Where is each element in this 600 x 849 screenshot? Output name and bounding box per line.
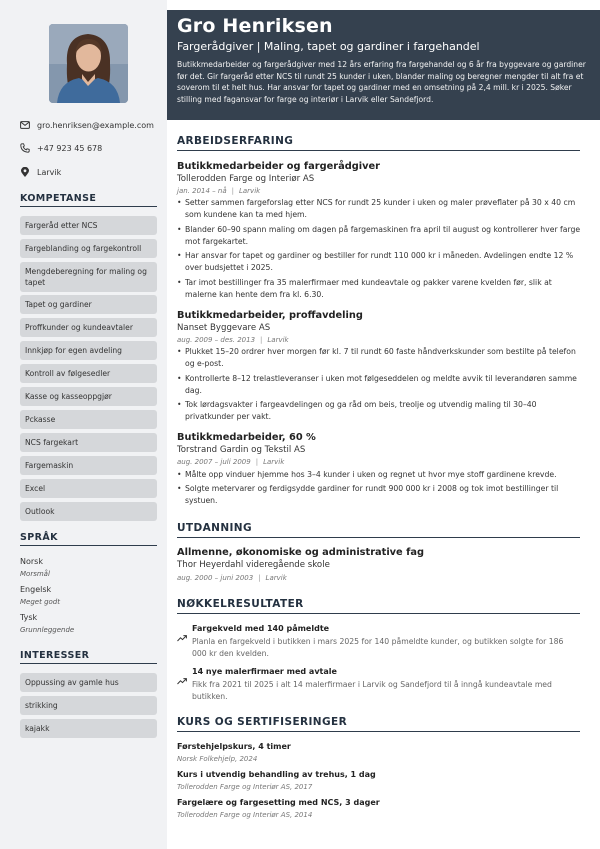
education-location: Larvik — [265, 574, 287, 582]
candidate-name: Gro Henriksen — [177, 15, 333, 37]
language-name: Engelsk — [20, 585, 52, 594]
job-meta: jan. 2014 – nå | Larvik — [177, 187, 261, 195]
email-icon — [20, 120, 30, 130]
contact-email-text: gro.henriksen@example.com — [37, 120, 154, 130]
language-level: Morsmål — [20, 570, 50, 578]
interest-tag: strikking — [20, 696, 157, 715]
interest-tag: kajakk — [20, 719, 157, 738]
experience-heading: ARBEIDSERFARING — [177, 135, 580, 151]
languages-heading: SPRÅK — [20, 532, 157, 546]
job-meta: aug. 2009 – des. 2013 | Larvik — [177, 336, 289, 344]
skill-tag: Kasse og kasseoppgjør — [20, 387, 157, 406]
skill-tag: Proffkunder og kundeavtaler — [20, 318, 157, 337]
contact-phone-text: +47 923 45 678 — [37, 143, 103, 153]
language-name: Tysk — [20, 613, 38, 622]
job-bullet: • Blander 60–90 spann maling om dagen på fargemaskinen fra april til august og kontrollerer hver farge mot fargekartet. — [177, 224, 582, 249]
job-bullet: • Tar imot bestillinger fra 35 malerfirmaer med kundeavtale og pakker varene kvelden før, slik at malerne kan hente dem fra kl. 6.30. — [177, 277, 582, 302]
job-location: Larvik — [267, 336, 289, 344]
job-dates: jan. 2014 – nå — [177, 187, 227, 195]
achievement-title: 14 nye malerfirmaer med avtale — [192, 667, 337, 676]
courses-heading: KURS OG SERTIFISERINGER — [177, 716, 580, 732]
job-bullet: • Plukket 15–20 ordrer hver morgen før kl. 7 til rundt 60 faste håndverkskunder som bestilte på telefon og e-post. — [177, 346, 582, 371]
skill-tag: Kontroll av følgesedler — [20, 364, 157, 383]
location-pin-icon — [20, 167, 30, 177]
job-dates: aug. 2009 – des. 2013 — [177, 336, 256, 344]
skill-tag: Fargemaskin — [20, 456, 157, 475]
skill-tag: Tapet og gardiner — [20, 295, 157, 314]
skill-tag: Excel — [20, 479, 157, 498]
skills-heading: KOMPETANSE — [20, 193, 157, 207]
course-title: Fargelære og fargesetting med NCS, 3 dager — [177, 798, 380, 807]
skill-tag: Fargeblanding og fargekontroll — [20, 239, 157, 258]
contact-email[interactable] — [20, 120, 160, 130]
achievement-description: Planla en fargekveld i butikken i mars 2025 for 140 påmeldte kunder, og butikken solgte for 186 000 kr den kvelden. — [192, 637, 564, 658]
language-name: Norsk — [20, 557, 43, 566]
job-company: Tollerodden Farge og Interiør AS — [177, 174, 315, 184]
education-title: Allmenne, økonomiske og administrative fag — [177, 547, 425, 558]
skill-tag: Mengdeberegning for maling og tapet — [20, 262, 157, 292]
job-location: Larvik — [238, 187, 261, 195]
skill-tag: Innkjøp for egen avdeling — [20, 341, 157, 360]
contact-location — [20, 167, 160, 177]
education-meta: aug. 2000 – juni 2003 | Larvik — [177, 574, 287, 582]
education-school: Thor Heyerdahl videregående skole — [177, 560, 330, 570]
trend-up-icon — [177, 670, 187, 678]
education-heading: UTDANNING — [177, 522, 580, 538]
interest-tag: Oppussing av gamle hus — [20, 673, 157, 692]
job-title: Butikkmedarbeider, proffavdeling — [177, 310, 363, 321]
language-level: Meget godt — [20, 598, 60, 606]
job-bullet: • Tok lørdagsvakter i fargeavdelingen og ga råd om beis, treolje og utvendig maling til 30–40 privatkunder per vakt. — [177, 399, 582, 424]
interests-heading: INTERESSER — [20, 650, 157, 664]
job-location: Larvik — [263, 458, 285, 466]
course-meta: Norsk Folkehjelp, 2024 — [177, 755, 258, 763]
job-dates: aug. 2007 – juli 2009 — [177, 458, 251, 466]
job-meta: aug. 2007 – juli 2009 | Larvik — [177, 458, 285, 466]
resume-header — [167, 10, 600, 120]
job-company: Torstrand Gardin og Tekstil AS — [177, 445, 306, 455]
skill-tag: Outlook — [20, 502, 157, 521]
job-bullet: • Målte opp vinduer hjemme hos 3–4 kunder i uken og regnet ut hvor mye stoff gardinene krevde. — [177, 469, 582, 481]
course-meta: Tollerodden Farge og Interiør AS, 2014 — [177, 811, 313, 819]
course-meta: Tollerodden Farge og Interiør AS, 2017 — [177, 783, 313, 791]
profile-photo-image — [49, 24, 128, 103]
profile-photo — [49, 24, 128, 103]
skill-tag: Pckasse — [20, 410, 157, 429]
skill-tag: NCS fargekart — [20, 433, 157, 452]
job-title: Butikkmedarbeider og fargerådgiver — [177, 161, 380, 172]
job-bullet: • Solgte metervarer og ferdigsydde gardiner for rundt 900 000 kr i 2008 og tok imot bestillinger til systuen. — [177, 483, 582, 508]
candidate-title: Fargerådgiver | Maling, tapet og gardiner i fargehandel — [177, 40, 480, 53]
trend-up-icon — [177, 627, 187, 635]
skill-tag: Fargeråd etter NCS — [20, 216, 157, 235]
education-dates: aug. 2000 – juni 2003 — [177, 574, 254, 582]
job-bullet: • Har ansvar for tapet og gardiner og bestiller for rundt 110 000 kr i måneden. Avdelingen endte 12 % over budsjettet i 2025. — [177, 250, 582, 275]
contact-phone[interactable] — [20, 143, 160, 153]
job-company: Nanset Byggevare AS — [177, 323, 271, 333]
job-bullet: • Setter sammen fargeforslag etter NCS for rundt 25 kunder i uken og maler prøveflater på 30 x 40 cm som kundene kan ta med hjem. — [177, 197, 582, 222]
phone-icon — [20, 143, 30, 153]
language-level: Grunnleggende — [20, 626, 75, 634]
achievement-title: Fargekveld med 140 påmeldte — [192, 624, 330, 633]
job-title: Butikkmedarbeider, 60 % — [177, 432, 316, 443]
candidate-summary: Butikkmedarbeider og fargerådgiver med 12 års erfaring fra fargehandel og 6 år fra byggevare og gardiner før det. Gir fargeråd etter NCS til rundt 25 kunder i uken, blander maling og beregner mengder til alt fra et soverom til et helt hus. Har ansvar for tapet og gardiner med en omsetning på 2,4 mill. kr i 2025. Søker stilling med fagansvar for farge og interiør i Larvik eller Sandefjord. — [177, 60, 586, 104]
achievements-heading: NØKKELRESULTATER — [177, 598, 580, 614]
course-title: Kurs i utvendig behandling av trehus, 1 dag — [177, 770, 376, 779]
achievement-description: Fikk fra 2021 til 2025 i alt 14 malerfirmaer i Larvik og Sandefjord til å inngå kundeavtale med butikken. — [192, 680, 552, 701]
contact-location-text: Larvik — [37, 167, 62, 177]
course-title: Førstehjelpskurs, 4 timer — [177, 742, 291, 751]
job-bullet: • Kontrollerte 8–12 trelastleveranser i uken mot følgeseddelen og meldte avvik til leverandøren samme dag. — [177, 373, 582, 398]
